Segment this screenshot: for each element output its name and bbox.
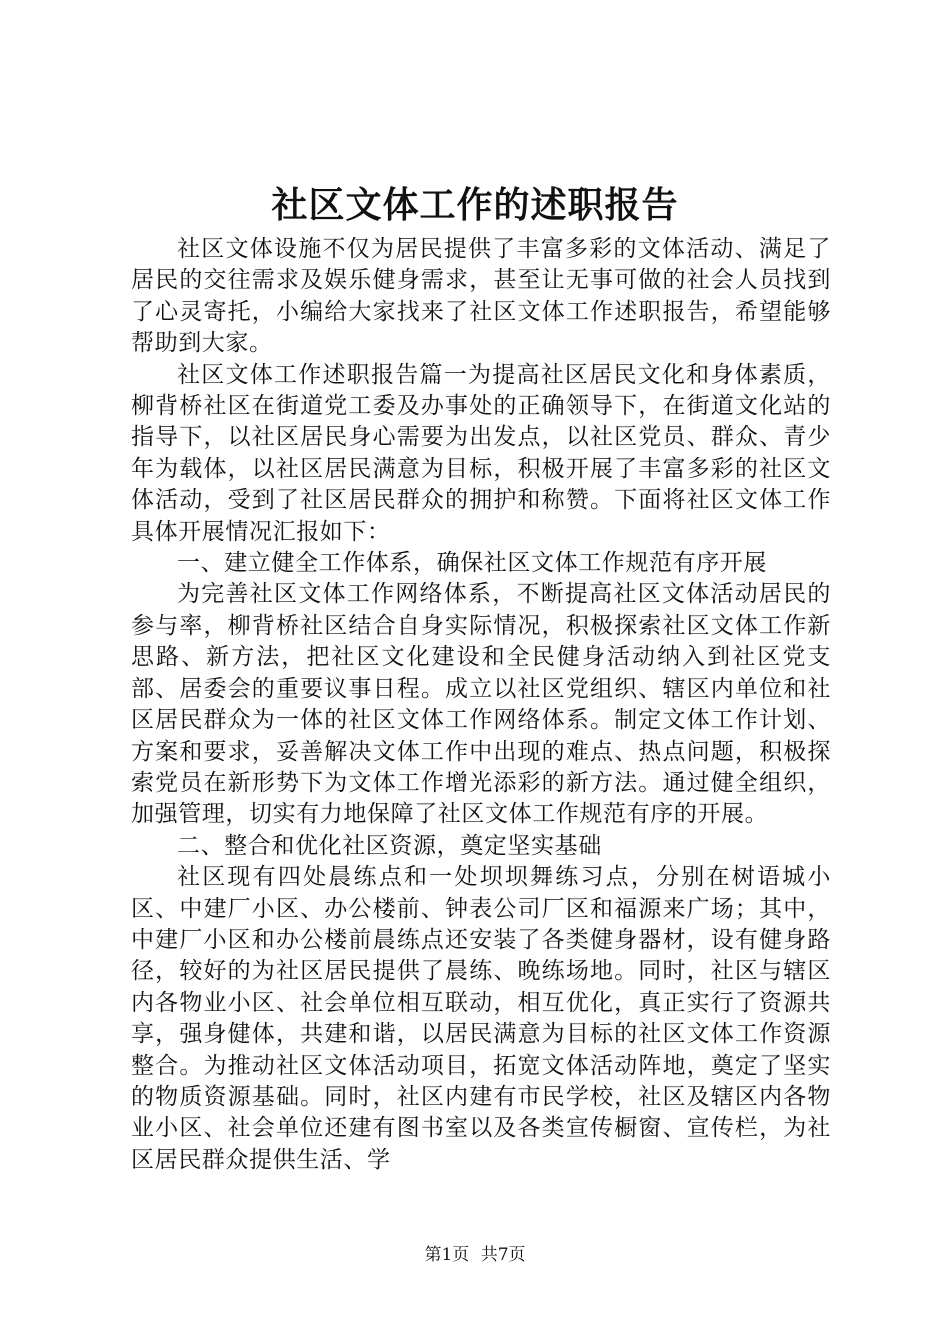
paragraph-overview: 社区文体工作述职报告篇一为提高社区居民文化和身体素质，柳背桥社区在街道党工委及办事处的正确领导下，在街道文化站的指导下，以社区居民身心需要为出发点，以社区党员、群众、青少年为载体，以社区居民满意为目标，积极开展了丰富多彩的社区文体活动，受到了社区居民群众的拥护和称赞。下面将社区文体工作具体开展情况汇报如下：: [131, 361, 831, 545]
paragraph-section-1: 为完善社区文体工作网络体系，不断提高社区文体活动居民的参与率，柳背桥社区结合自身实际情况，积极探索社区文体工作新思路、新方法，把社区文化建设和全民健身活动纳入到社区党支部、居委会的重要议事日程。成立以社区党组织、辖区内单位和社区居民群众为一体的社区文体工作网络体系。制定文体工作计划、方案和要求，妥善解决文体工作中出现的难点、热点问题，积极探索党员在新形势下为文体工作增光添彩的新方法。通过健全组织，加强管理，切实有力地保障了社区文体工作规范有序的开展。: [131, 581, 831, 828]
document-body: [131, 234, 831, 1176]
section-heading-1: 一、建立健全工作体系，确保社区文体工作规范有序开展: [177, 550, 767, 577]
page-footer: [0, 1243, 950, 1267]
paragraph-intro: 社区文体设施不仅为居民提供了丰富多彩的文体活动、满足了居民的交往需求及娱乐健身需求，甚至让无事可做的社会人员找到了心灵寄托，小编给大家找来了社区文体工作述职报告，希望能够帮助到大家。: [131, 236, 831, 357]
page-total: 共7页: [480, 1245, 526, 1265]
page-number: 第1页: [424, 1245, 470, 1265]
section-heading-2: 二、整合和优化社区资源，奠定坚实基础: [177, 832, 602, 859]
document-title: 社区文体工作的述职报告: [271, 184, 679, 226]
paragraph-section-2: 社区现有四处晨练点和一处坝坝舞练习点，分别在树语城小区、中建厂小区、办公楼前、钟表公司厂区和福源来广场；其中，中建厂小区和办公楼前晨练点还安装了各类健身器材，设有健身路径，较好的为社区居民提供了晨练、晚练场地。同时，社区与辖区内各物业小区、社会单位相互联动，相互优化，真正实行了资源共享，强身健体，共建和谐，以居民满意为目标的社区文体工作资源整合。为推动社区文体活动项目，拓宽文体活动阵地，奠定了坚实的物质资源基础。同时，社区内建有市民学校，社区及辖区内各物业小区、社会单位还建有图书室以及各类宣传橱窗、宣传栏，为社区居民群众提供生活、学: [131, 864, 831, 1173]
